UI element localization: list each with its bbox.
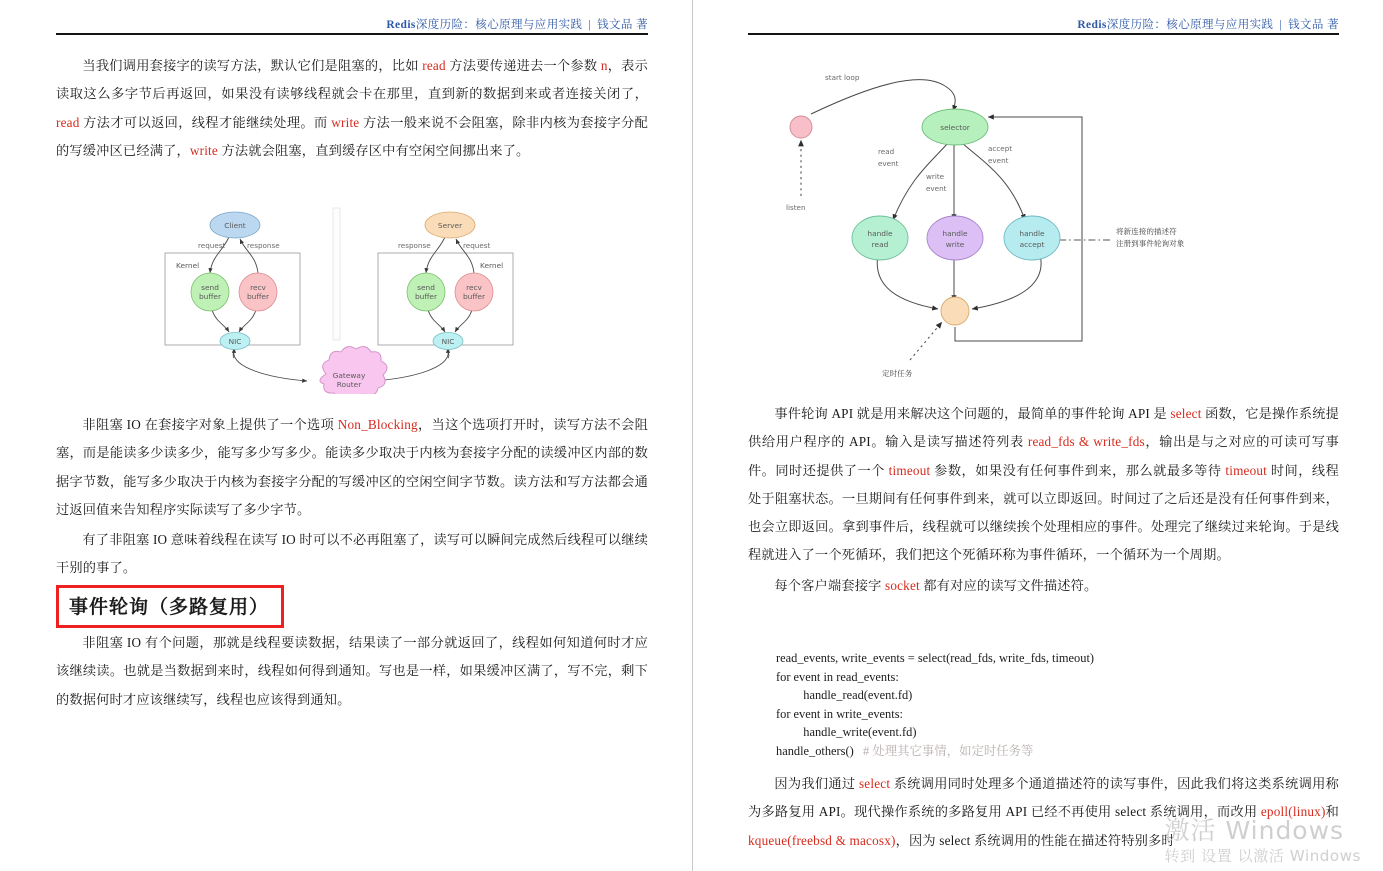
note-register-line-2: 注册到事件轮询对象 [1116,239,1185,248]
kernel-label-left: Kernel [176,261,200,270]
svg-text:recv: recv [250,283,266,292]
note-register-line-1: 将新连接的描述符 [1116,227,1177,236]
edge-label-accept-event-2: event [988,156,1009,165]
inline-keyword: kqueue(freebsd & macosx) [748,832,896,848]
svg-text:recv: recv [466,283,482,292]
node-handle-write [927,216,983,260]
svg-text:handle: handle [867,229,893,238]
paragraph: 当我们调用套接字的读写方法，默认它们是阻塞的，比如 read 方法要传递进去一个参数 n，表示读取这么多字节后再返回，如果没有读够线程就会卡在那里，直到新的数据到来或者连接关闭了，read 方法才可以返回，线程才能继续处理。而 write 方法一般来说不会阻塞，除非内核为套接字分配的写缓冲区已经满了，write 方法就会阻塞，直到缓存区中有空闲空间挪出来了。 [56,58,648,158]
edge-label-accept-event-1: accept [988,144,1013,153]
edge-label-response-right: response [398,241,431,250]
code-comment: # 处理其它事情，如定时任务等 [853,743,1034,758]
edge-label-write-event-2: event [926,184,947,193]
inline-keyword: read [56,114,80,130]
inline-keyword: timeout [1225,462,1268,478]
inline-keyword: write [331,114,360,130]
runhead-separator: | [1279,19,1283,31]
inline-keyword: write [189,142,218,158]
running-head-left [386,16,648,32]
svg-text:read: read [871,240,889,249]
inline-keyword: read_fds & write_fds [1027,434,1145,450]
node-listen-start-dot [790,116,812,138]
svg-text:buffer: buffer [246,292,270,301]
code-line: handle_read(event.fd) [803,688,913,703]
inline-keyword: timeout [888,462,931,478]
node-server-label: Server [437,221,463,230]
svg-text:send: send [417,283,435,292]
runhead-separator: | [588,19,592,31]
edge-label-request-left: request [198,241,226,250]
svg-text:write: write [945,240,965,249]
network-separator-bar [333,208,340,340]
left-heading-wrap [56,577,648,632]
figure-event-loop [760,58,1320,398]
inline-keyword: select [858,776,891,791]
svg-text:handle: handle [942,229,968,238]
node-handle-read [852,216,908,260]
edge-label-read-event-2: event [878,159,899,168]
edge-label-timer-task: 定时任务 [882,369,913,378]
node-gateway-router-label-2: Router [336,380,362,389]
edge-label-read-event-1: read [878,147,895,156]
paragraph: 有了非阻塞 IO 意味着线程在读写 IO 时可以不必再阻塞了，读写可以瞬间完成然后线程可以继续干别的事了。 [56,532,648,576]
inline-keyword: n [600,58,608,73]
edge-label-write-event-1: write [926,172,945,181]
svg-text:buffer: buffer [414,292,438,301]
paragraph: 因为我们通过 select 系统调用同时处理多个通道描述符的读写事件，因此我们将这类系统调用称为多路复用 API。现代操作系统的多路复用 API 已经不再使用 select 系统调用，而改用 epoll(linux)和 kqueue(freebsd & macosx)，因为 select 系统调用的性能在描述符特别多时 [748,776,1340,848]
code-line: for event in read_events: [776,669,899,684]
edge-label-request-right: request [463,241,491,250]
paragraph: 非阻塞 IO 有个问题，那就是线程要读数据，结果读了一部分就返回了，线程如何知道何时才应该继续读。也就是当数据到来时，线程如何得到通知。写也是一样，如果缓冲区满了，写不完，剩下的数据何时才应该继续写，线程也应该得到通知。 [56,635,648,707]
runhead-title: 深度历险：核心原理与应用实践 [1106,19,1274,31]
code-line: for event in write_events: [776,706,903,721]
svg-text:NIC: NIC [228,337,242,346]
figure-client-server-socket [150,206,550,394]
svg-text:accept: accept [1019,240,1045,249]
node-selector-label: selector [940,123,970,132]
running-head-right [1077,16,1339,32]
runhead-brand: Redis [1077,19,1107,31]
section-heading: 事件轮询（多路复用） [69,596,270,618]
code-line: handle_others() # 处理其它事情，如定时任务等 [776,743,1034,758]
left-text-block-2 [56,411,648,585]
inline-keyword: epoll(linux) [1260,804,1326,820]
watermark-line-1: 激活 Windows [1164,816,1345,846]
edge-label-listen: listen [786,203,806,212]
right-text-block-2 [748,770,1339,857]
inline-keyword: select [1170,406,1202,421]
node-gateway-router-label-1: Gateway [332,371,366,380]
kernel-label-right: Kernel [480,261,504,270]
edge-label-start-loop: start loop [825,73,860,82]
header-rule-right [748,33,1339,35]
runhead-author: 钱文品 著 [1288,19,1339,31]
svg-text:buffer: buffer [198,292,222,301]
left-text-block-1 [56,52,648,167]
paragraph: 事件轮询 API 就是用来解决这个问题的，最简单的事件轮询 API 是 select 函数，它是操作系统提供给用户程序的 API。输入是读写描述符列表 read_fds & write_fds，输出是与之对应的可读可写事件。同时还提供了一个 timeout 参数，如果没有任何事件到来，那么就最多等待 timeout 时间，线程处于阻塞状态。一旦期间有任何事件到来，就可以立即返回。时间过了之后还是没有任何事件到来，也会立即返回。拿到事件后，线程就可以继续挨个处理相应的事件。处理完了继续过来轮询。于是线程就进入了一个死循环，我们把这个死循环称为事件循环，一个循环为一个周期。 [748,406,1340,563]
svg-text:send: send [201,283,219,292]
section-heading-box [56,585,284,628]
header-rule-left [56,33,648,35]
node-client-label: Client [224,221,246,230]
runhead-title: 深度历险：核心原理与应用实践 [415,19,583,31]
runhead-brand: Redis [386,19,416,31]
svg-text:handle: handle [1019,229,1045,238]
inline-keyword: Non_Blocking [337,417,418,432]
node-handle-accept [1004,216,1060,260]
node-join-dot [941,297,969,325]
inline-keyword: socket [885,577,920,593]
watermark-line-2: 转到 设置 以激活 Windows [1164,846,1361,865]
page-right [692,0,1383,871]
left-text-block-3 [56,629,648,716]
right-text-block-1 [748,400,1339,602]
inline-keyword: read [422,58,446,73]
svg-text:NIC: NIC [441,337,455,346]
code-line: handle_write(event.fd) [803,725,917,740]
paragraph: 每个客户端套接字 socket 都有对应的读写文件描述符。 [774,577,1098,593]
edge-label-response-left: response [247,241,280,250]
svg-text:buffer: buffer [462,292,486,301]
code-block [748,649,1339,761]
paragraph: 非阻塞 IO 在套接字对象上提供了一个选项 Non_Blocking，当这个选项打开时，读写方法不会阻塞，而是能读多少读多少，能写多少写多少。能读多少取决于内核为套接字分配的读缓冲区内部的数据字节数，能写多少取决于内核为套接字分配的写缓冲区的空闲空间字节数。读方法和写方法都会通过返回值来告知程序实际读写了多少字节。 [56,417,648,517]
right-code-wrap [748,637,1339,761]
code-line: read_events, write_events = select(read_fds, write_fds, timeout) [776,651,1095,665]
page-gutter-divider [692,0,693,871]
runhead-author: 钱文品 著 [597,19,648,31]
